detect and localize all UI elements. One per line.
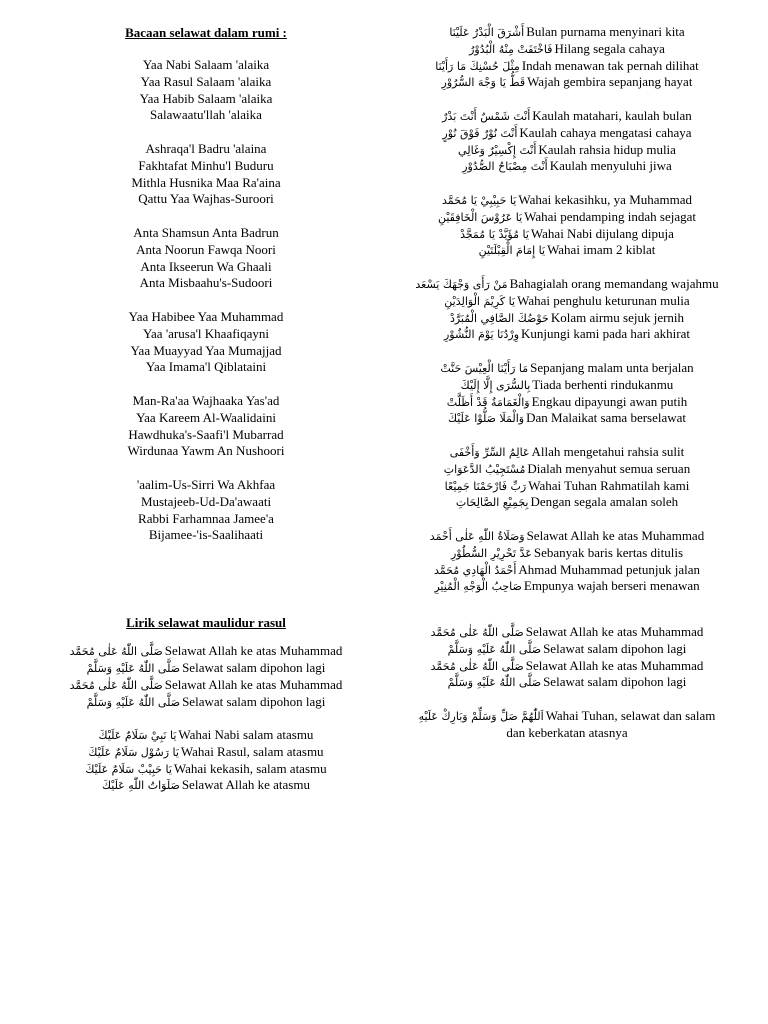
translation-text: Selawat Allah ke atasmu <box>181 777 310 793</box>
arabic-line <box>372 394 762 411</box>
arabic-text: صَلَّى اللّٰهُ عَلٰى مُحَمَّد <box>69 678 163 692</box>
arabic-text: أَنْتَ مِصْبَاحُ الصُّدُوْرِ <box>462 160 548 174</box>
translation-text: Dialah menyahut semua seruan <box>527 460 691 476</box>
rumi-line: Mustajeeb-Ud-Da'awaati <box>140 493 272 509</box>
translation-text: Wahai kekasih, salam atasmu <box>173 760 327 776</box>
rumi-line: Yaa 'arusa'l Khaafiqayni <box>142 325 270 341</box>
lirik-stanza <box>20 643 392 710</box>
arabic-line <box>372 461 762 478</box>
arabic-stanza <box>372 24 762 91</box>
arabic-text: عَالِمُ السِّرِّ وَأَخْفَى <box>449 445 530 459</box>
arabic-text: حَوْضُكَ الصَّافِي الْمُبَرَّدْ <box>449 311 549 325</box>
arabic-line <box>372 545 762 562</box>
arabic-text: يَا مُؤَيَّدْ يَا مُمَجَّدْ <box>460 227 529 241</box>
rumi-line: Anta Shamsun Anta Badrun <box>133 224 279 240</box>
translation-text: Selawat salam dipohon lagi <box>182 659 326 675</box>
arabic-stanza <box>372 192 762 259</box>
lirik-line <box>372 674 762 691</box>
translation-text: Selawat salam dipohon lagi <box>543 674 687 690</box>
translation-text: Selawat Allah ke atas Muhammad <box>164 676 343 692</box>
arabic-text: مَا رَأَيْنَا الْعِيْسَ حَنَّتْ <box>440 361 529 375</box>
translation-text: Dengan segala amalan soleh <box>530 494 679 510</box>
right-column <box>372 24 762 742</box>
rumi-line: Yaa Habibee Yaa Muhammad <box>128 308 284 324</box>
rumi-line: Yaa Habib Salaam 'alaika <box>139 90 273 106</box>
translation-text: Engkau dipayungi awan putih <box>531 393 688 409</box>
arabic-text: اَللّٰهُمَّ صَلِّ وَسَلِّمْ وَبَارِكْ عَلَيْهِ <box>418 710 544 724</box>
arabic-line <box>372 360 762 377</box>
translation-text: Wahai Tuhan Rahmatilah kami <box>528 477 690 493</box>
arabic-line <box>372 578 762 595</box>
arabic-text: فَاخْتَفَتْ مِنْهُ الْبُدُوْرُ <box>469 42 553 56</box>
rumi-stanza <box>20 57 392 124</box>
rumi-line: Yaa Muayyad Yaa Mumajjad <box>130 342 282 358</box>
lirik-line <box>372 658 762 675</box>
arabic-stanza <box>372 444 762 511</box>
arabic-line <box>372 444 762 461</box>
arabic-line <box>372 74 762 91</box>
arabic-text: يَا إِمَامَ الْقِبْلَتَيْنِ <box>478 244 546 258</box>
arabic-text: صَلَّى اللّٰهُ عَلٰى مُحَمَّد <box>430 626 524 640</box>
rumi-line: Rabbi Farhamnaa Jamee'a <box>138 510 274 526</box>
translation-text: Sepanjang malam unta berjalan <box>530 359 694 375</box>
arabic-line <box>372 478 762 495</box>
heading-bacaan-rumi: Bacaan selawat dalam rumi : <box>125 25 287 40</box>
translation-text: Sebanyak baris kertas ditulis <box>533 544 684 560</box>
rumi-line: Qattu Yaa Wajhas-Suroori <box>138 191 274 207</box>
rumi-line: Fakhtafat Minhu'l Buduru <box>138 157 274 173</box>
rumi-line: Yaa Imama'l Qiblataini <box>145 359 267 375</box>
lirik-line <box>20 777 392 794</box>
rumi-line: Anta Noorun Fawqa Noori <box>136 241 276 257</box>
arabic-text: وَصَلَاةُ اللّٰهِ عَلٰى أَحْمَد <box>429 529 525 543</box>
arabic-text: صَلَّى اللّٰهُ عَلَيْهِ وَسَلَّمْ <box>86 661 181 675</box>
rumi-line: Yaa Rasul Salaam 'alaika <box>140 73 272 89</box>
arabic-line <box>372 242 762 259</box>
arabic-line <box>372 125 762 142</box>
rumi-line: Mithla Husnika Maa Ra'aina <box>131 174 281 190</box>
rumi-stanza <box>20 141 392 208</box>
rumi-stanza <box>20 393 392 460</box>
translation-text: Wajah gembira sepanjang hayat <box>527 74 693 90</box>
rumi-line: Bijamee-'is-Saalihaati <box>148 527 264 543</box>
arabic-line <box>372 24 762 41</box>
lirik-line <box>20 727 392 744</box>
arabic-text: صَاحِبُ الْوَجْهِ الْمُنِيْرِ <box>434 580 522 594</box>
arabic-text: مُسْتَجِيْبُ الدَّعَوَاتِ <box>443 462 526 476</box>
lirik-line <box>20 761 392 778</box>
translation-text: Wahai kekasihku, ya Muhammad <box>518 191 693 207</box>
arabic-text: بِجَمِيْعِ الصَّالِحَاتِ <box>455 496 529 510</box>
rumi-line: Wirdunaa Yawm An Nushoori <box>127 443 285 459</box>
translation-text: Indah menawan tak pernah dilihat <box>521 57 699 73</box>
arabic-line <box>372 377 762 394</box>
arabic-line <box>372 528 762 545</box>
rumi-stanza <box>20 477 392 544</box>
translation-text: Wahai Tuhan, selawat dan salam <box>545 708 716 724</box>
rumi-stanza <box>20 225 392 292</box>
arabic-line <box>372 293 762 310</box>
lirik-line <box>20 643 392 660</box>
arabic-line <box>372 410 762 427</box>
arabic-text: عَدَّ تَحْرِيْرِ السُّطُوْرِ <box>450 546 532 560</box>
closing-line <box>372 708 762 725</box>
rumi-line: Yaa Nabi Salaam 'alaika <box>142 57 270 72</box>
arabic-line <box>372 494 762 511</box>
translation-text: Bulan purnama menyinari kita <box>526 24 685 39</box>
arabic-text: يَا حَبِيْبْ سَلَامٌ عَلَيْكَ <box>85 762 172 776</box>
arabic-text: صَلَّى اللّٰهُ عَلٰى مُحَمَّد <box>69 645 163 659</box>
arabic-line <box>372 310 762 327</box>
arabic-stanza <box>372 360 762 427</box>
translation-text: Kunjungi kami pada hari akhirat <box>521 326 690 342</box>
translation-text: Wahai Rasul, salam atasmu <box>180 743 324 759</box>
closing-prayer <box>372 708 762 742</box>
rumi-line: Yaa Kareem Al-Waalidaini <box>136 409 276 425</box>
arabic-stanza <box>372 528 762 595</box>
arabic-text: صَلَّى اللّٰهُ عَلٰى مُحَمَّد <box>430 659 524 673</box>
translation-text: Kaulah matahari, kaulah bulan <box>532 107 692 123</box>
translation-text: Wahai Nabi dijulang dipuja <box>530 225 674 241</box>
arabic-text: رَبِّ فَارْحَمْنَا جَمِيْعًا <box>444 479 527 493</box>
arabic-line <box>372 326 762 343</box>
translation-text: Kaulah cahaya mengatasi cahaya <box>519 124 692 140</box>
heading-lirik-maulidur-rasul: Lirik selawat maulidur rasul <box>126 615 286 631</box>
translation-text: Allah mengetahui rahsia sulit <box>531 443 685 459</box>
arabic-line <box>372 226 762 243</box>
arabic-text: يَا كَرِيْمَ الْوَالِدَيْنِ <box>444 294 516 308</box>
lirik-line <box>372 624 762 641</box>
translation-text: Kaulah rahsia hidup mulia <box>538 141 676 157</box>
translation-text: Tiada berhenti rindukanmu <box>532 376 674 392</box>
lirik-stanza <box>372 624 762 691</box>
rumi-line: Anta Misbaahu's-Sudoori <box>139 275 273 291</box>
arabic-line <box>372 142 762 159</box>
arabic-line <box>372 108 762 125</box>
rumi-line: Hawdhuka's-Saafi'l Mubarrad <box>128 426 284 442</box>
arabic-line <box>372 41 762 58</box>
arabic-text: وَالْغَمَامَةُ قَدْ أَظَلَّتْ <box>446 395 530 409</box>
left-column <box>20 24 392 794</box>
lirik-line <box>20 694 392 711</box>
arabic-text: بِالسُّرَى إِلَّا إِلَيْكَ <box>460 378 531 392</box>
rumi-line: Salawaatu'llah 'alaika <box>150 107 262 123</box>
arabic-line <box>372 562 762 579</box>
rumi-line: 'aalim-Us-Sirri Wa Akhfaa <box>136 476 276 492</box>
lirik-line <box>372 641 762 658</box>
translation-text: Wahai imam 2 kiblat <box>547 242 656 258</box>
translation-text: Selawat Allah ke atas Muhammad <box>526 527 705 543</box>
translation-text: Dan Malaikat sama berselawat <box>526 410 687 426</box>
arabic-line <box>372 158 762 175</box>
arabic-text: صَلَّى اللّٰهُ عَلَيْهِ وَسَلَّمْ <box>447 642 542 656</box>
arabic-text: مَنْ رَأَى وَجْهَكَ يَسْعَد <box>415 277 508 291</box>
arabic-text: قَطُّ يَا وَجْهَ السُّرُوْرِ <box>441 76 526 90</box>
lirik-line <box>20 744 392 761</box>
translation-text: Wahai penghulu keturunan mulia <box>517 292 690 308</box>
translation-text: Empunya wajah berseri menawan <box>523 578 700 594</box>
arabic-stanza <box>372 108 762 175</box>
translation-text: Kolam airmu sejuk jernih <box>550 309 685 325</box>
arabic-text: مِثْلَ حُسْنِكَ مَا رَأَيْنَا <box>435 59 520 73</box>
arabic-line <box>372 276 762 293</box>
translation-text: Selawat Allah ke atas Muhammad <box>525 657 704 673</box>
arabic-line <box>372 58 762 75</box>
arabic-text: يَا حَبِيْبِيْ يَا مُحَمَّد <box>441 193 517 207</box>
rumi-line: Anta Ikseerun Wa Ghaali <box>140 258 272 274</box>
translation-text: Selawat Allah ke atas Muhammad <box>164 643 343 659</box>
arabic-stanza <box>372 276 762 343</box>
arabic-text: وَالْمَلَا صَلُّوْا عَلَيْكَ <box>447 412 525 426</box>
arabic-text: يَا رَسُوْل سَلَامٌ عَلَيْكَ <box>88 745 179 759</box>
rumi-stanza <box>20 309 392 376</box>
translation-text: Selawat Allah ke atas Muhammad <box>525 624 704 640</box>
arabic-line <box>372 209 762 226</box>
arabic-text: صَلَوَاتُ اللّٰهِ عَلَيْكَ <box>102 779 180 793</box>
lirik-line <box>20 677 392 694</box>
arabic-text: وِرْدُنَا يَوْمَ النُّشُوْرِ <box>444 328 520 342</box>
arabic-text: يَا عَرُوْسَ الْخَافِقَيْنِ <box>437 210 523 224</box>
translation-text: Selawat salam dipohon lagi <box>543 640 687 656</box>
translation-text: Selawat salam dipohon lagi <box>182 693 326 709</box>
arabic-text: صَلَّى اللّٰهُ عَلَيْهِ وَسَلَّمْ <box>86 695 181 709</box>
translation-text: Kaulah menyuluhi jiwa <box>549 158 672 174</box>
arabic-text: أَنْتَ نُوْرٌ فَوْقَ نُوْرٍ <box>442 126 518 140</box>
arabic-text: أَحْمَدُ الْهَادِي مُحَمَّد <box>433 563 517 577</box>
lirik-stanza <box>20 727 392 794</box>
arabic-text: صَلَّى اللّٰهُ عَلَيْهِ وَسَلَّمْ <box>447 676 542 690</box>
translation-text: Bahagialah orang memandang wajahmu <box>509 275 719 291</box>
translation-text: Wahai pendamping indah sejagat <box>524 208 697 224</box>
arabic-text: أَنْتَ شَمْسٌ أَنْتَ بَدْرٌ <box>442 109 531 123</box>
translation-text: Wahai Nabi salam atasmu <box>178 727 314 743</box>
translation-text: Ahmad Muhammad petunjuk jalan <box>518 561 701 577</box>
arabic-text: أَشْرَقَ الْبَدْرُ عَلَيْنَا <box>449 26 525 39</box>
lirik-line <box>20 660 392 677</box>
arabic-line <box>372 192 762 209</box>
translation-text: Hilang segala cahaya <box>554 40 665 56</box>
rumi-line: Ashraqa'l Badru 'alaina <box>145 140 267 156</box>
closing-line-2: dan keberkatan atasnya <box>506 724 628 740</box>
arabic-text: أَنْتَ إِكْسِيْرٌ وَغَالِي <box>458 143 537 157</box>
arabic-text: يَا نَبِيْ سَلَامٌ عَلَيْكَ <box>98 729 177 743</box>
rumi-line: Man-Ra'aa Wajhaaka Yas'ad <box>132 392 280 408</box>
